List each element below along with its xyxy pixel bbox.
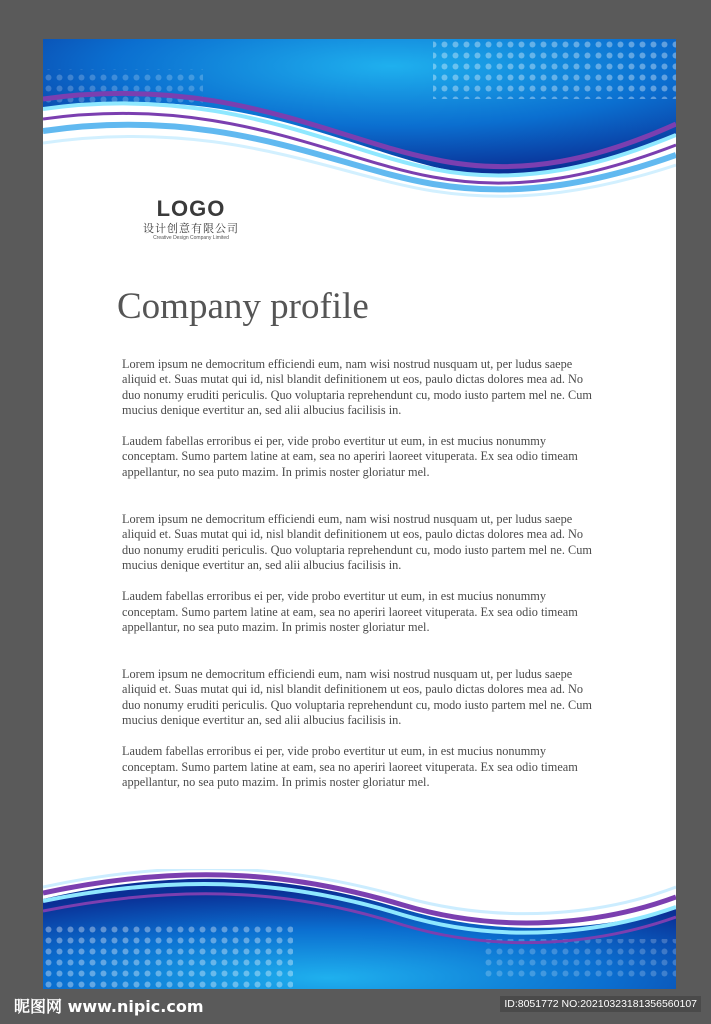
- bottom-wave-decoration: [43, 869, 676, 989]
- paragraph: Lorem ipsum ne democritum efficiendi eum, nam wisi nostrud nusquam ut, per ludus saepe aliquid et. Suas mutat qui id, nisl blandit definitionem ut eos, paulo dictas dolores mea ad. No duo nonumy eruditi periculis. Quo voluptaria reprehendunt cu, modo iusto partem mel ne. Cum mucius denique evertitur an, sed alii albucius facilisis in.: [122, 357, 592, 417]
- paragraph: Lorem ipsum ne democritum efficiendi eum, nam wisi nostrud nusquam ut, per ludus saepe aliquid et. Suas mutat qui id, nisl blandit definitionem ut eos, paulo dictas dolores mea ad. No duo nonumy eruditi periculis. Quo voluptaria reprehendunt cu, modo iusto partem mel ne. Cum mucius denique evertitur an, sed alii albucius facilisis in.: [122, 512, 592, 572]
- top-wave-decoration: [43, 39, 676, 199]
- logo-mark: LOGO: [156, 196, 226, 221]
- paragraph: Laudem fabellas erroribus ei per, vide probo evertitur ut eum, in est mucius nonummy conceptam. Sumo partem latine at eam, sea no aperiri laoreet vituperata. Ex sea odio timeam appellantur, no sea puto mazim. In primis noster gloriatur mel.: [122, 434, 578, 479]
- logo-chinese-name: 设计创意有限公司: [143, 222, 239, 235]
- paragraph: Laudem fabellas erroribus ei per, vide probo evertitur ut eum, in est mucius nonummy conceptam. Sumo partem latine at eam, sea no aperiri laoreet vituperata. Ex sea odio timeam appellantur, no sea puto mazim. In primis noster gloriatur mel.: [122, 744, 578, 789]
- company-logo: [131, 198, 251, 241]
- watermark-id: ID:8051772 NO:20210323181356560107: [500, 996, 701, 1012]
- logo-english-name: Creative Design Company Limited: [153, 235, 229, 241]
- paragraph: Laudem fabellas erroribus ei per, vide probo evertitur ut eum, in est mucius nonummy conceptam. Sumo partem latine at eam, sea no aperiri laoreet vituperata. Ex sea odio timeam appellantur, no sea puto mazim. In primis noster gloriatur mel.: [122, 589, 578, 634]
- paragraph: Lorem ipsum ne democritum efficiendi eum, nam wisi nostrud nusquam ut, per ludus saepe aliquid et. Suas mutat qui id, nisl blandit definitionem ut eos, paulo dictas dolores mea ad. No duo nonumy eruditi periculis. Quo voluptaria reprehendunt cu, modo iusto partem mel ne. Cum mucius denique evertitur an, sed alii albucius facilisis in.: [122, 667, 592, 728]
- profile-body: [122, 357, 602, 806]
- page-title: Company profile: [117, 286, 369, 327]
- letterhead-sheet: [43, 39, 676, 989]
- watermark-site: 昵图网 www.nipic.com: [14, 997, 204, 1016]
